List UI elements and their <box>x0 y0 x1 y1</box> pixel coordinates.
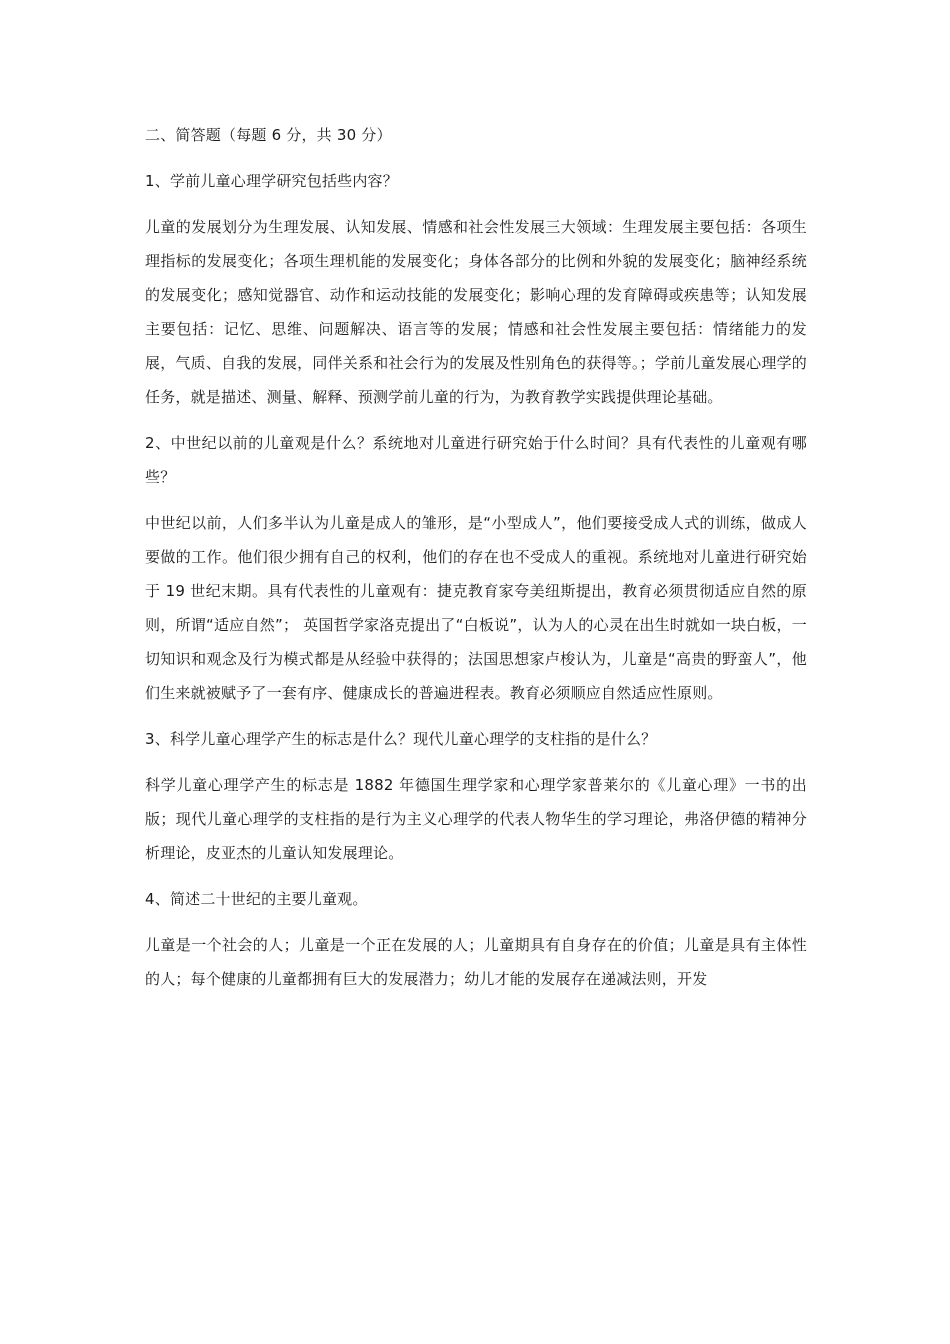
question-3: 3、科学儿童心理学产生的标志是什么？现代儿童心理学的支柱指的是什么？ <box>145 730 657 748</box>
question-2: 2、中世纪以前的儿童观是什么？系统地对儿童进行研究始于什么时间？具有代表性的儿童观有哪些？ <box>145 434 807 486</box>
question-4: 4、简述二十世纪的主要儿童观。 <box>145 890 368 908</box>
section-title: 二、简答题（每题 6 分，共 30 分） <box>145 126 392 144</box>
answer-2: 中世纪以前，人们多半认为儿童是成人的雏形，是“小型成人”，他们要接受成人式的训练，做成人要做的工作。他们很少拥有自己的权利，他们的存在也不受成人的重视。系统地对儿童进行研究始于 19 世纪末期。具有代表性的儿童观有：捷克教育家夸美纽斯提出，教育必须贯彻适应自然的原则，所谓“适应自然”； 英国哲学家洛克提出了“白板说”，认为人的心灵在出生时就如一块白板，一切知识和观念及行为模式都是从经验中获得的；法国思想家卢梭认为，儿童是“高贵的野蛮人”，他们生来就被赋予了一套有序、健康成长的普遍进程表。教育必须顺应自然适应性原则。 <box>145 514 807 702</box>
answer-3: 科学儿童心理学产生的标志是 1882 年德国生理学家和心理学家普莱尔的《儿童心理》一书的出版；现代儿童心理学的支柱指的是行为主义心理学的代表人物华生的学习理论，弗洛伊德的精神分析理论，皮亚杰的儿童认知发展理论。 <box>145 776 807 862</box>
answer-4: 儿童是一个社会的人；儿童是一个正在发展的人；儿童期具有自身存在的价值；儿童是具有主体性的人；每个健康的儿童都拥有巨大的发展潜力；幼儿才能的发展存在递减法则，开发 <box>145 936 807 988</box>
question-1: 1、学前儿童心理学研究包括些内容？ <box>145 172 398 190</box>
document-page <box>145 118 807 996</box>
answer-1: 儿童的发展划分为生理发展、认知发展、情感和社会性发展三大领域：生理发展主要包括：各项生理指标的发展变化；各项生理机能的发展变化；身体各部分的比例和外貌的发展变化；脑神经系统的发展变化；感知觉器官、动作和运动技能的发展变化；影响心理的发育障碍或疾患等；认知发展主要包括：记忆、思维、问题解决、语言等的发展；情感和社会性发展主要包括：情绪能力的发展，气质、自我的发展，同伴关系和社会行为的发展及性别角色的获得等。；学前儿童发展心理学的任务，就是描述、测量、解释、预测学前儿童的行为，为教育教学实践提供理论基础。 <box>145 218 807 406</box>
